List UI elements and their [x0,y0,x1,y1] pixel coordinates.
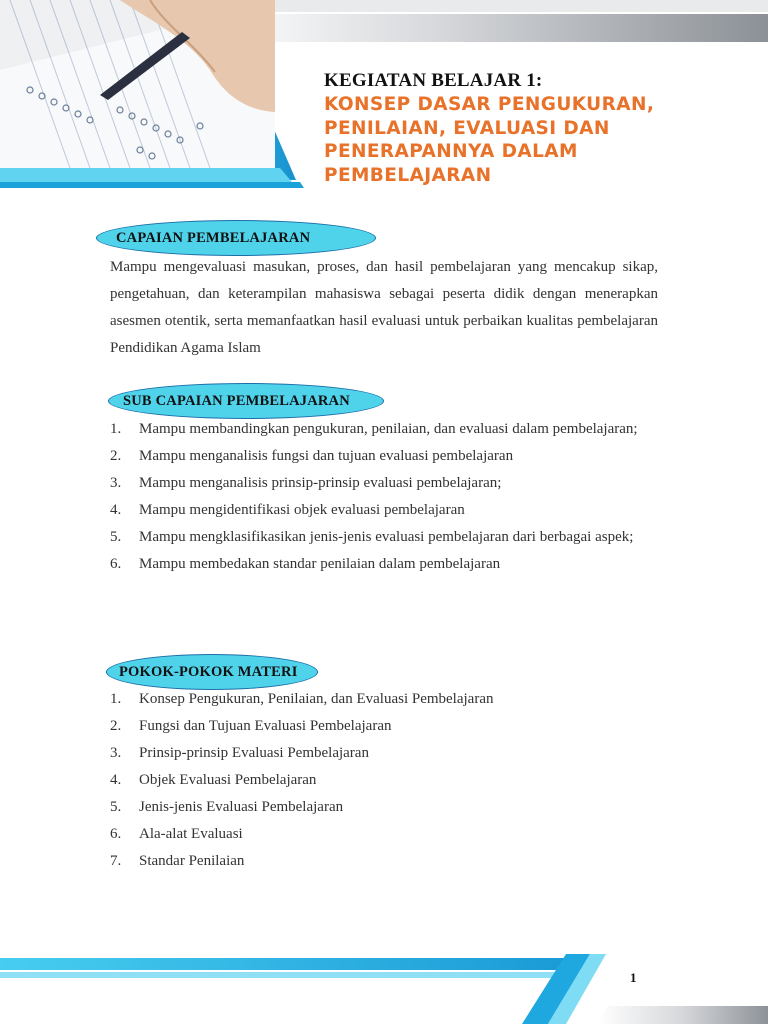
capaian-heading [96,220,376,256]
list-item [110,443,658,470]
footer-decoration [0,940,768,1024]
list-number: 5. [110,529,122,545]
list-number: 6. [110,826,122,842]
list-number: 3. [110,475,122,491]
list-item [110,416,658,443]
list-number: 2. [110,448,122,464]
chapter-title-line: KONSEP DASAR PENGUKURAN, [324,94,655,115]
list-item [110,686,658,713]
sub-capaian-heading-text: SUB CAPAIAN PEMBELAJARAN [123,392,350,409]
list-item [110,524,658,551]
list-text: Fungsi dan Tujuan Evaluasi Pembelajaran [139,718,392,734]
pokok-materi-list [110,686,658,875]
list-number: 1. [110,691,122,707]
list-text: Mampu menganalisis prinsip-prinsip evaluasi pembelajaran; [139,475,502,491]
list-text: Jenis-jenis Evaluasi Pembelajaran [139,799,344,815]
list-text: Mampu mengklasifikasikan jenis-jenis evaluasi pembelajaran dari berbagai aspek; [139,529,634,545]
chapter-title-line: PEMBELAJARAN [324,164,492,186]
list-number: 5. [110,799,122,815]
pokok-materi-heading-text: POKOK-POKOK MATERI [119,663,298,680]
list-item [110,713,658,740]
pokok-materi-heading [106,654,318,690]
capaian-heading-text: CAPAIAN PEMBELAJARAN [116,229,311,246]
list-text: Mampu mengidentifikasi objek evaluasi pembelajaran [139,502,465,518]
list-number: 6. [110,556,122,572]
list-text: Prinsip-prinsip Evaluasi Pembelajaran [139,745,369,761]
list-text: Mampu membedakan standar penilaian dalam pembelajaran [139,556,501,572]
sub-capaian-list [110,416,658,578]
header-photo [0,0,275,168]
list-number: 7. [110,853,122,869]
capaian-text: Mampu mengevaluasi masukan, proses, dan hasil pembelajaran yang mencakup sikap, pengetahuan, dan keterampilan mahasiswa sebagai peserta didik dengan menerapkan asesmen otentik, serta memanfaatkan hasil evaluasi untuk perbaikan kualitas pembelajaran Pendidikan Agama Islam [110,259,658,356]
list-number: 1. [110,421,122,437]
list-item [110,470,658,497]
chapter-title-line: PENILAIAN, EVALUASI DAN [324,117,610,139]
kegiatan-belajar-label: KEGIATAN BELAJAR 1: [324,70,543,91]
list-number: 3. [110,745,122,761]
list-item [110,551,658,578]
chapter-title-line: PENERAPANNYA DALAM [324,141,578,162]
list-item [110,740,658,767]
list-text: Ala-alat Evaluasi [139,826,243,842]
list-text: Mampu membandingkan pengukuran, penilaian, dan evaluasi dalam pembelajaran; [139,421,638,437]
list-item [110,767,658,794]
page-number: 1 [630,970,637,985]
list-item [110,848,658,875]
list-number: 4. [110,772,122,788]
list-text: Standar Penilaian [139,853,245,869]
sub-capaian-heading [108,383,384,419]
list-text: Mampu menganalisis fungsi dan tujuan evaluasi pembelajaran [139,448,514,464]
list-item [110,794,658,821]
list-number: 4. [110,502,122,518]
list-text: Konsep Pengukuran, Penilaian, dan Evaluasi Pembelajaran [139,691,494,707]
chapter-title [324,93,704,187]
list-item [110,821,658,848]
list-item [110,497,658,524]
list-number: 2. [110,718,122,734]
list-text: Objek Evaluasi Pembelajaran [139,772,317,788]
